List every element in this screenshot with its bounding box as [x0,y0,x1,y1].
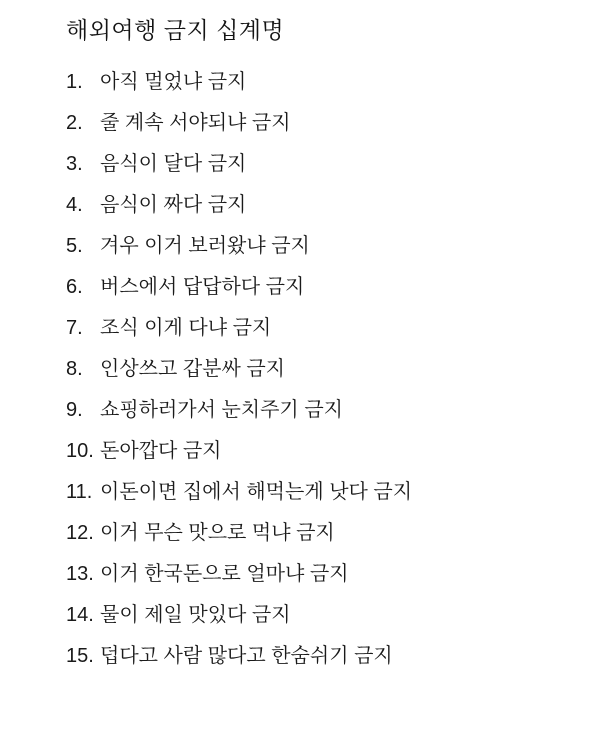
list-item [66,154,560,174]
list-item-text: 인상쓰고 갑분싸 금지 [100,357,285,380]
commandments-list [66,72,560,666]
page-title: 해외여행 금지 십계명 [66,17,285,43]
list-item-number: 12. [66,521,94,544]
list-item-number: 10. [66,439,94,462]
list-item [66,277,560,297]
list-item-text: 음식이 짜다 금지 [100,193,247,216]
list-item-text: 이거 무슨 맛으로 먹냐 금지 [100,521,335,544]
list-item-text: 이거 한국돈으로 얼마냐 금지 [100,562,349,585]
list-item-text: 덥다고 사람 많다고 한숨쉬기 금지 [100,644,393,667]
list-item-number: 13. [66,562,94,585]
list-item [66,646,560,666]
list-item-text: 이돈이면 집에서 해먹는게 낫다 금지 [100,480,413,503]
list-item-number: 1. [66,70,83,93]
list-item-text: 줄 계속 서야되냐 금지 [100,111,291,134]
list-item-text: 음식이 달다 금지 [100,152,247,175]
list-item [66,605,560,625]
list-item [66,482,560,502]
list-item-number: 14. [66,603,94,626]
list-item-text: 아직 멀었냐 금지 [100,70,247,93]
list-item-number: 7. [66,316,83,339]
list-item-text: 돈아깝다 금지 [100,439,222,462]
list-item [66,400,560,420]
list-item-text: 버스에서 답답하다 금지 [100,275,305,298]
list-item [66,359,560,379]
list-item-number: 6. [66,275,83,298]
list-item [66,441,560,461]
list-item [66,523,560,543]
list-item-number: 15. [66,644,94,667]
list-item-number: 9. [66,398,83,421]
list-item [66,195,560,215]
list-item [66,564,560,584]
list-item [66,236,560,256]
list-item-text: 겨우 이거 보러왔냐 금지 [100,234,310,257]
list-item-number: 4. [66,193,83,216]
list-item [66,318,560,338]
list-item-number: 5. [66,234,83,257]
list-item-text: 쇼핑하러가서 눈치주기 금지 [100,398,343,421]
list-item-text: 물이 제일 맛있다 금지 [100,603,291,626]
list-item [66,72,560,92]
list-item-number: 2. [66,111,83,134]
list-item-number: 3. [66,152,83,175]
list-item-number: 11. [66,480,93,503]
list-item-number: 8. [66,357,83,380]
list-item [66,113,560,133]
list-item-text: 조식 이게 다냐 금지 [100,316,272,339]
